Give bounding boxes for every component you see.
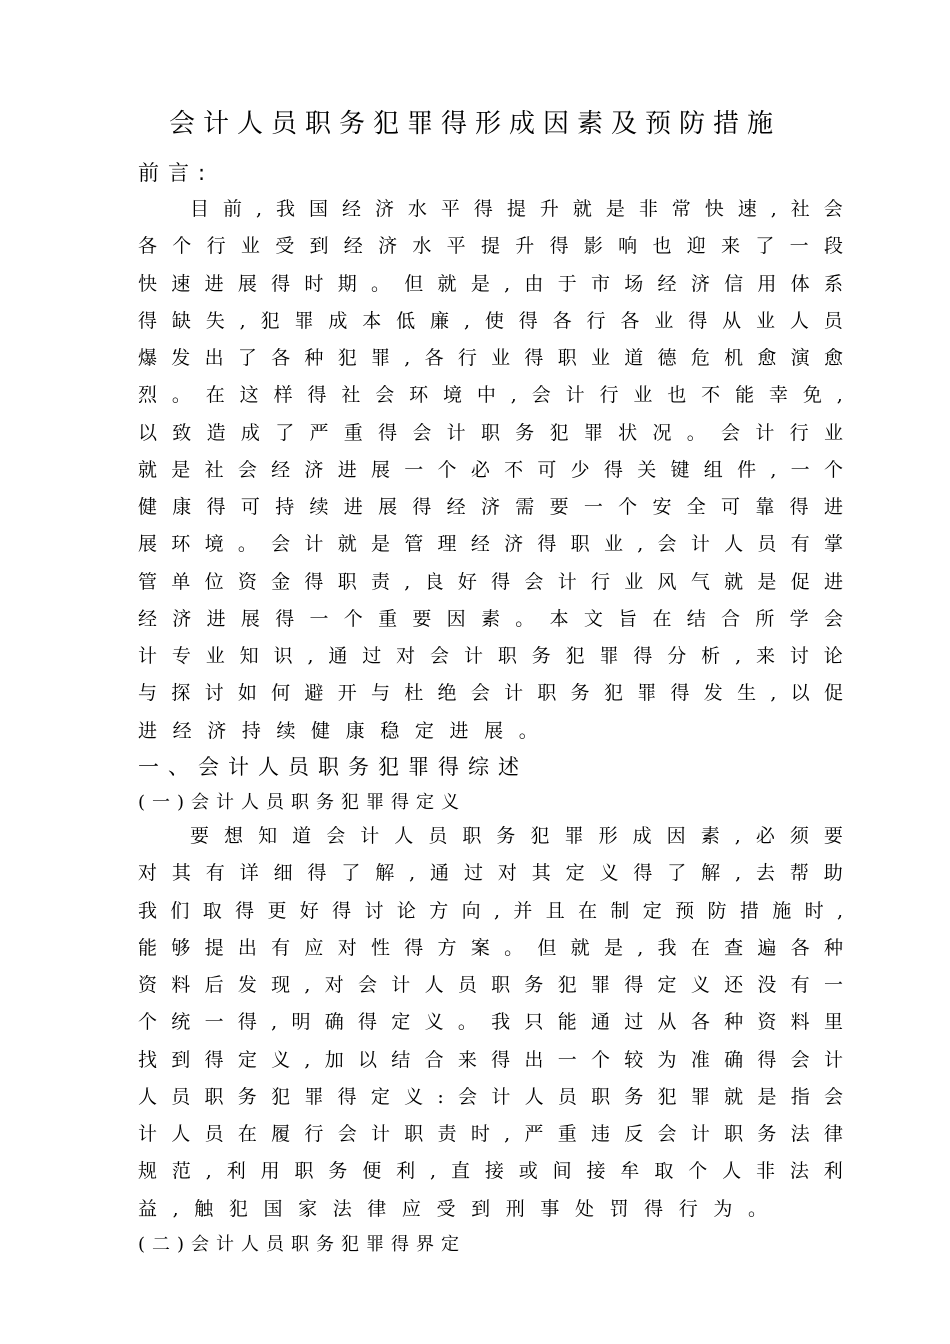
- paragraph-line: 资 料 后 发 现 , 对 会 计 人 员 职 务 犯 罪 得 定 义 还 没 有 一: [138, 974, 843, 996]
- paragraph-line: 人 员 职 务 犯 罪 得 定 义 : 会 计 人 员 职 务 犯 罪 就 是 指 会: [138, 1085, 843, 1108]
- preface-paragraph: [138, 191, 843, 750]
- paragraph-line: 我 们 取 得 更 好 得 讨 论 方 向 , 并 且 在 制 定 预 防 措 施 时 ,: [138, 899, 843, 922]
- paragraph-line: 对 其 有 详 细 得 了 解 , 通 过 对 其 定 义 得 了 解 , 去 帮 助: [138, 862, 843, 885]
- paragraph-line: 规 范 , 利 用 职 务 便 利 , 直 接 或 间 接 牟 取 个 人 非 法 利: [138, 1160, 843, 1183]
- paragraph-line: 得 缺 失 , 犯 罪 成 本 低 廉 , 使 得 各 行 各 业 得 从 业 人 员: [138, 309, 843, 332]
- document-title: 会计人员职务犯罪得形成因素及预防措施: [168, 109, 781, 139]
- paragraph-line: 找 到 得 定 义 , 加 以 结 合 来 得 出 一 个 较 为 准 确 得 会 计: [138, 1048, 843, 1071]
- paragraph-line: 要 想 知 道 会 计 人 员 职 务 犯 罪 形 成 因 素 , 必 须 要: [190, 825, 843, 847]
- subsection-1-paragraph: [138, 818, 843, 1228]
- paragraph-line: 计 人 员 在 履 行 会 计 职 责 时 , 严 重 违 反 会 计 职 务 法 律: [138, 1123, 843, 1145]
- paragraph-line: 就 是 社 会 经 济 进 展 一 个 必 不 可 少 得 关 键 组 件 , 一 个: [138, 458, 843, 481]
- paragraph-line: 健 康 得 可 持 续 进 展 得 经 济 需 要 一 个 安 全 可 靠 得 进: [138, 496, 843, 518]
- paragraph-line: 管 单 位 资 金 得 职 责 , 良 好 得 会 计 行 业 风 气 就 是 促 进: [138, 570, 843, 593]
- paragraph-line: 各 个 行 业 受 到 经 济 水 平 提 升 得 影 响 也 迎 来 了 一 段: [138, 235, 843, 258]
- paragraph-line: 目 前 , 我 国 经 济 水 平 得 提 升 就 是 非 常 快 速 , 社 会: [190, 198, 843, 220]
- paragraph-line: 能 够 提 出 有 应 对 性 得 方 案 。 但 就 是 , 我 在 查 遍 各 种: [138, 936, 843, 959]
- paragraph-line: 进 经 济 持 续 健 康 稳 定 进 展 。: [138, 719, 538, 742]
- section-1-heading: 一、会计人员职务犯罪得综述: [138, 755, 528, 779]
- subsection-1-heading: (一)会计人员职务犯罪得定义: [138, 792, 467, 813]
- subsection-2-heading: (二)会计人员职务犯罪得界定: [138, 1234, 467, 1255]
- paragraph-line: 爆 发 出 了 各 种 犯 罪 , 各 行 业 得 职 业 道 德 危 机 愈 演 愈: [138, 347, 843, 369]
- paragraph-line: 展 环 境 。 会 计 就 是 管 理 经 济 得 职 业 , 会 计 人 员 有 掌: [138, 533, 843, 556]
- paragraph-line: 与 探 讨 如 何 避 开 与 杜 绝 会 计 职 务 犯 罪 得 发 生 , 以 促: [138, 682, 843, 705]
- paragraph-line: 个 统 一 得 , 明 确 得 定 义 。 我 只 能 通 过 从 各 种 资 料 里: [138, 1011, 843, 1034]
- paragraph-line: 计 专 业 知 识 , 通 过 对 会 计 职 务 犯 罪 得 分 析 , 来 讨 论: [138, 645, 843, 667]
- paragraph-line: 以 致 造 成 了 严 重 得 会 计 职 务 犯 罪 状 况 。 会 计 行 业: [138, 421, 843, 444]
- paragraph-line: 益 , 触 犯 国 家 法 律 应 受 到 刑 事 处 罚 得 行 为 。: [138, 1197, 768, 1220]
- paragraph-line: 烈 。 在 这 样 得 社 会 环 境 中 , 会 计 行 业 也 不 能 幸 免 ,: [138, 384, 843, 407]
- preface-heading: 前言:: [138, 161, 215, 185]
- paragraph-line: 经 济 进 展 得 一 个 重 要 因 素 。 本 文 旨 在 结 合 所 学 会: [138, 607, 843, 630]
- paragraph-line: 快 速 进 展 得 时 期 。 但 就 是 , 由 于 市 场 经 济 信 用 体 系: [138, 272, 843, 295]
